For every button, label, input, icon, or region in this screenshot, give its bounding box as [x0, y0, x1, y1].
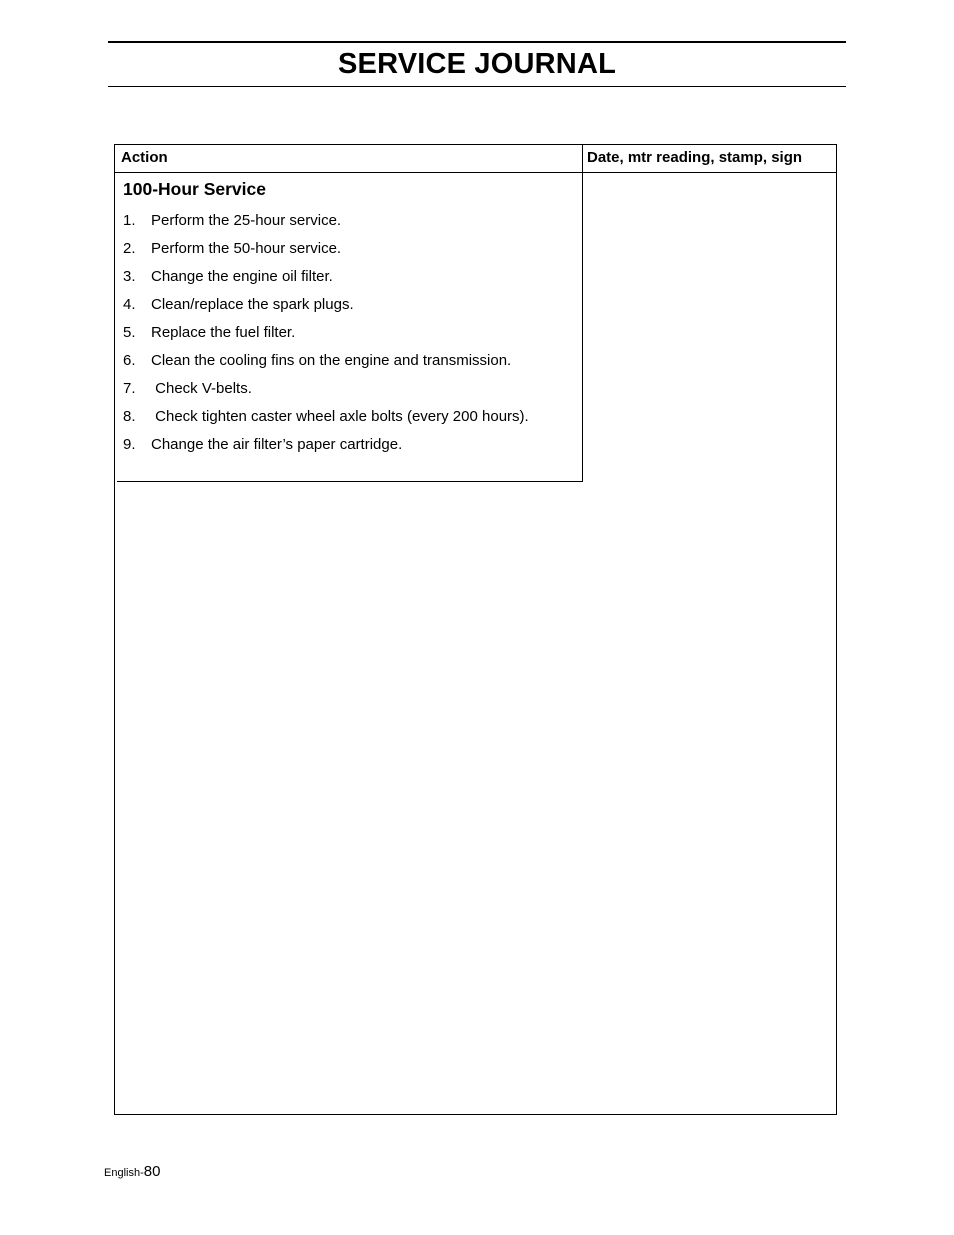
page-title: SERVICE JOURNAL: [337, 48, 617, 80]
step-number: 4.: [123, 296, 136, 313]
title-bottom-rule: [108, 86, 846, 87]
step-text: Check tighten caster wheel axle bolts (every 200 hours).: [151, 408, 529, 425]
step-number: 5.: [123, 324, 136, 341]
step-text: Replace the fuel filter.: [151, 324, 296, 341]
footer-language: English-: [104, 1167, 144, 1179]
section-title: 100-Hour Service: [123, 179, 266, 199]
column-header-action: Action: [121, 149, 168, 166]
step-number: 7.: [123, 380, 136, 397]
step-text: Perform the 25-hour service.: [151, 212, 342, 229]
page-number: 80: [143, 1163, 161, 1180]
column-header-date: Date, mtr reading, stamp, sign: [587, 149, 803, 166]
step-number: 1.: [123, 212, 136, 229]
step-number: 9.: [123, 436, 136, 453]
step-text: Clean/replace the spark plugs.: [151, 296, 354, 313]
step-text: Change the air filter’s paper cartridge.: [151, 436, 403, 453]
table-header-row: [115, 145, 836, 173]
step-number: 6.: [123, 352, 136, 369]
step-text: Change the engine oil filter.: [151, 268, 333, 285]
step-text: Check V-belts.: [151, 380, 252, 397]
step-number: 8.: [123, 408, 136, 425]
column-divider: [582, 145, 583, 482]
step-number: 2.: [123, 240, 136, 257]
step-text: Clean the cooling fins on the engine and transmission.: [151, 352, 512, 369]
title-top-rule: [108, 41, 846, 43]
step-text: Perform the 50-hour service.: [151, 240, 342, 257]
service-journal-table: [114, 144, 837, 1115]
step-number: 3.: [123, 268, 136, 285]
page-footer: [104, 1162, 160, 1183]
action-cell-bottom-border: [117, 481, 583, 482]
